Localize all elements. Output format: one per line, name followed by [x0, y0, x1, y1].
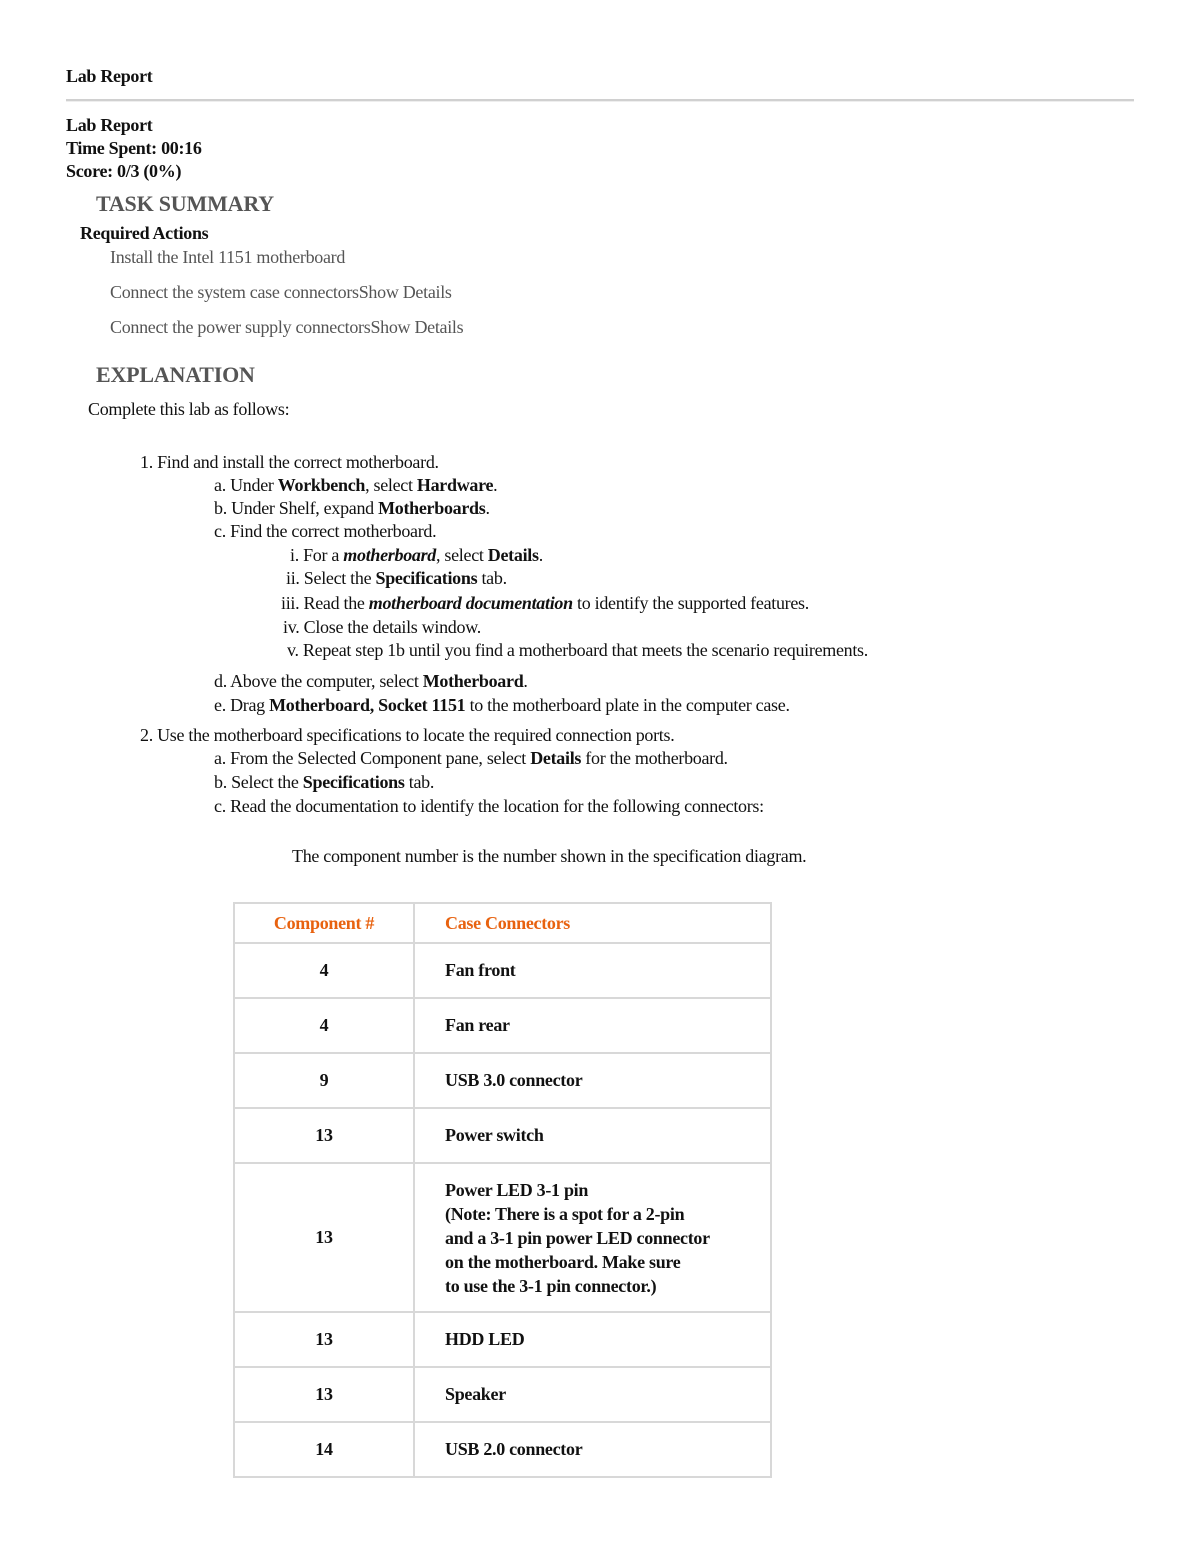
- step-keyword: Motherboard, Socket 1151: [269, 695, 466, 715]
- connector-note-line: on the motherboard. Make sure: [445, 1251, 681, 1272]
- step-keyword: Workbench: [277, 475, 366, 495]
- connector-name: Speaker: [414, 1367, 771, 1422]
- required-action-label: Connect the system case connectors: [110, 282, 359, 302]
- table-row: [234, 1163, 771, 1312]
- step-keyword: motherboard: [343, 545, 437, 565]
- step-1c-iii: [281, 593, 809, 614]
- show-details-link[interactable]: Show Details: [370, 317, 464, 337]
- connector-name: USB 2.0 connector: [414, 1422, 771, 1477]
- connector-note-line: (Note: There is a spot for a 2-pin: [445, 1203, 685, 1224]
- step-text: .: [523, 671, 528, 691]
- required-action-2: [110, 282, 452, 303]
- page-title: Lab Report: [66, 66, 153, 86]
- step-text: , select: [365, 475, 417, 495]
- time-spent: Time Spent: 00:16: [66, 138, 202, 158]
- connector-note-line: and a 3-1 pin power LED connector: [445, 1227, 710, 1248]
- step-1c-ii: [286, 568, 507, 589]
- step-text: iii. Read the: [281, 593, 369, 613]
- component-number: 13: [234, 1367, 414, 1422]
- score: Score: 0/3 (0%): [66, 161, 182, 181]
- component-number: 9: [234, 1053, 414, 1108]
- step-1c-v: v. Repeat step 1b until you find a motherboard that meets the scenario requirements.: [287, 640, 868, 660]
- step-keyword: Details: [530, 748, 582, 768]
- step-text: ii. Select the: [286, 568, 376, 588]
- step-text: for the motherboard.: [581, 748, 728, 768]
- component-number: 13: [234, 1108, 414, 1163]
- task-summary-heading: TASK SUMMARY: [96, 191, 274, 216]
- step-1e: [214, 695, 790, 716]
- component-number: 4: [234, 943, 414, 998]
- explanation-intro: Complete this lab as follows:: [88, 399, 290, 419]
- step-text: b. Under Shelf, expand: [214, 498, 379, 518]
- step-keyword: Specifications: [302, 772, 405, 792]
- report-title: Lab Report: [66, 115, 153, 135]
- component-number: 13: [234, 1312, 414, 1367]
- step-2c: c. Read the documentation to identify the location for the following connectors:: [214, 796, 764, 816]
- step-keyword: Motherboard: [422, 671, 524, 691]
- step-keyword: Specifications: [375, 568, 478, 588]
- step-text: to the motherboard plate in the computer case.: [465, 695, 790, 715]
- step-text: .: [493, 475, 498, 495]
- step-text: .: [538, 545, 543, 565]
- column-header-component: Component #: [234, 903, 414, 943]
- connector-name: Power switch: [414, 1108, 771, 1163]
- step-text: a. From the Selected Component pane, select: [214, 748, 531, 768]
- step-keyword: motherboard documentation: [368, 593, 573, 613]
- component-number: 4: [234, 998, 414, 1053]
- required-action-3: [110, 317, 463, 338]
- step-1c-iv: iv. Close the details window.: [283, 617, 481, 637]
- connector-name: Fan rear: [414, 998, 771, 1053]
- connector-note-line: to use the 3-1 pin connector.): [445, 1275, 657, 1296]
- step-text: , select: [436, 545, 488, 565]
- explanation-heading: EXPLANATION: [96, 362, 255, 387]
- component-note: The component number is the number shown in the specification diagram.: [292, 846, 807, 866]
- step-1a: [214, 475, 497, 496]
- step-text: to identify the supported features.: [572, 593, 809, 613]
- step-text: tab.: [477, 568, 507, 588]
- header-divider: [66, 99, 1134, 102]
- step-2: 2. Use the motherboard specifications to locate the required connection ports.: [140, 725, 675, 745]
- table-header-row: [234, 903, 771, 943]
- table-row: [234, 1367, 771, 1422]
- table-row: [234, 1053, 771, 1108]
- connector-title: Power LED 3-1 pin: [445, 1179, 589, 1200]
- step-keyword: Hardware: [416, 475, 494, 495]
- table-row: [234, 1108, 771, 1163]
- step-text: .: [485, 498, 490, 518]
- step-keyword: Motherboards: [378, 498, 486, 518]
- step-2b: [214, 772, 434, 793]
- required-action-1: [110, 247, 345, 268]
- step-1c: c. Find the correct motherboard.: [214, 521, 437, 541]
- table-row: [234, 943, 771, 998]
- step-1: 1. Find and install the correct motherboard.: [140, 452, 439, 472]
- step-text: i. For a: [290, 545, 344, 565]
- step-text: d. Above the computer, select: [214, 671, 423, 691]
- step-1d: [214, 671, 528, 692]
- required-action-label: Connect the power supply connectors: [110, 317, 371, 337]
- step-text: e. Drag: [214, 695, 270, 715]
- step-text: b. Select the: [214, 772, 303, 792]
- step-1c-i: [290, 545, 543, 566]
- step-text: tab.: [404, 772, 435, 792]
- connector-name: HDD LED: [414, 1312, 771, 1367]
- connector-name: USB 3.0 connector: [414, 1053, 771, 1108]
- table-row: [234, 1422, 771, 1477]
- step-text: a. Under: [214, 475, 278, 495]
- step-2a: [214, 748, 728, 769]
- connector-name: Fan front: [414, 943, 771, 998]
- table-row: [234, 1312, 771, 1367]
- connector-name: [414, 1163, 771, 1312]
- report-meta: [66, 114, 202, 183]
- table-row: [234, 998, 771, 1053]
- step-1b: [214, 498, 490, 519]
- column-header-connectors: Case Connectors: [414, 903, 771, 943]
- required-actions-title: Required Actions: [80, 223, 209, 243]
- show-details-link[interactable]: Show Details: [358, 282, 452, 302]
- required-action-label: Install the Intel 1151 motherboard: [110, 247, 346, 267]
- component-number: 14: [234, 1422, 414, 1477]
- connector-table: [233, 902, 772, 1478]
- component-number: 13: [234, 1163, 414, 1312]
- step-keyword: Details: [487, 545, 539, 565]
